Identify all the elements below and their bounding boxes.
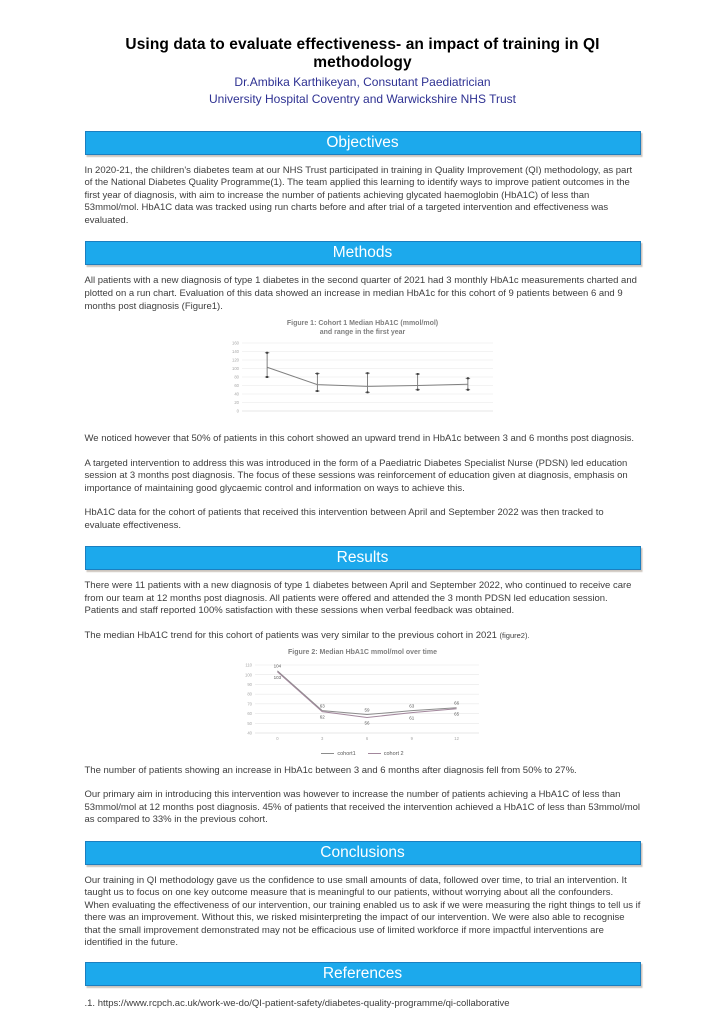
methods-paragraph-1: All patients with a new diagnosis of type 1 diabetes in the second quarter of 2021 had 3 monthly HbA1c measurements charted and plotted on a run chart. Evaluation of this data showed an increase in median HbA1c for this cohort of 9 patients between 6 and 9 months post diagnosis (Figure1).	[84, 275, 637, 312]
svg-text:70: 70	[246, 701, 252, 707]
svg-text:140: 140	[232, 349, 239, 355]
figure1	[85, 319, 641, 423]
methods-heading: Methods	[332, 244, 393, 262]
svg-text:20: 20	[234, 400, 239, 406]
svg-text:62: 62	[319, 714, 325, 720]
results-heading: Results	[336, 549, 389, 567]
svg-text:104: 104	[273, 663, 281, 669]
conclusions-heading: Conclusions	[320, 843, 405, 861]
svg-text:6: 6	[365, 735, 368, 741]
svg-text:50: 50	[246, 720, 252, 726]
svg-text:60: 60	[234, 383, 239, 389]
results-paragraph-3: The number of patients showing an increase in HbA1c between 3 and 6 months after diagnosis fell from 50% to 27%.	[84, 764, 577, 776]
svg-text:120: 120	[232, 357, 239, 363]
legend-item: cohort1	[321, 751, 355, 757]
svg-text:56: 56	[363, 720, 370, 726]
figure1-run-chart	[220, 338, 505, 423]
objectives-heading: Objectives	[326, 133, 399, 151]
conclusions-paragraph: Our training in QI methodology gave us the confidence to use small amounts of data, followed over time, to trial an intervention. It taught us to focus on one key outcome measure that is meaningful to our patients, without worrying about all the confounders. When evaluating the effectiveness of our intervention, our training enabled us to ask if we were measuring the right things to tell us if there was an improvement. Without this, we risked misinterpreting the impact of our intervention. We were also able to recognise that the small improvement demonstrated may not be efficacious use of limited workforce if more impactful interventions are identified in the future.	[84, 874, 641, 949]
svg-text:61: 61	[408, 715, 414, 721]
svg-text:59: 59	[363, 706, 370, 712]
svg-text:40: 40	[234, 391, 239, 397]
page-title: Using data to evaluate effectiveness- an impact of training in QI methodology	[125, 36, 600, 71]
svg-text:63: 63	[408, 703, 414, 709]
svg-text:100: 100	[232, 366, 239, 372]
svg-text:100: 100	[244, 671, 252, 677]
svg-text:0: 0	[236, 408, 239, 414]
svg-text:0: 0	[275, 735, 279, 741]
results-paragraph-4: Our primary aim in introducing this intervention was however to increase the number of patients achieving a HbA1C of less than 53mmol/mol at 12 months post diagnosis. 45% of patients that received the intervention achieved a HbA1C of less than 53mmol/mol as compared to 33% in the previous cohort.	[84, 789, 641, 826]
svg-text:60: 60	[246, 710, 252, 716]
svg-text:80: 80	[246, 691, 252, 697]
svg-text:3: 3	[320, 735, 323, 741]
references-heading: References	[322, 964, 403, 982]
svg-text:90: 90	[246, 681, 252, 687]
institution-line: University Hospital Coventry and Warwickshire NHS Trust	[209, 92, 516, 107]
figure2-legend	[85, 751, 641, 757]
svg-text:66: 66	[453, 700, 459, 706]
svg-text:103: 103	[273, 674, 281, 680]
figure2-line-chart	[229, 658, 497, 751]
figure2	[85, 648, 641, 757]
figure2-title: Figure 2: Median HbA1C mmol/mol over time	[288, 648, 437, 656]
section-banner-objectives	[85, 131, 641, 155]
legend-line-swatch	[321, 753, 334, 755]
methods-paragraph-3: A targeted intervention to address this was introduced in the form of a Paediatric Diabetes Specialist Nurse (PDSN) led education session at 3 months post diagnosis. The focus of these sessions was reinforcement of education given at diagnosis, emphasis on importance of maintaining good glycaemic control and information on ways to achieve this.	[84, 457, 628, 494]
section-banner-methods	[85, 241, 641, 265]
legend-line-swatch	[368, 753, 381, 755]
svg-text:9: 9	[410, 735, 413, 741]
svg-text:12: 12	[453, 735, 459, 741]
section-banner-conclusions	[85, 841, 641, 865]
svg-text:65: 65	[453, 711, 459, 717]
figure2-reference: (figure2).	[499, 631, 530, 640]
svg-text:40: 40	[246, 730, 252, 736]
svg-text:63: 63	[319, 703, 325, 709]
section-banner-references	[85, 962, 641, 986]
methods-paragraph-2: We noticed however that 50% of patients in this cohort showed an upward trend in HbA1c between 3 and 6 months post diagnosis.	[84, 433, 635, 445]
svg-text:110: 110	[244, 662, 252, 668]
reference-item: .1. https://www.rcpch.ac.uk/work-we-do/QI-patient-safety/diabetes-quality-programme/qi-collaborative	[84, 997, 510, 1009]
author-line: Dr.Ambika Karthikeyan, Consutant Paediatrician	[234, 75, 491, 89]
svg-text:160: 160	[232, 340, 239, 346]
svg-text:80: 80	[234, 374, 239, 380]
results-paragraph-1: There were 11 patients with a new diagnosis of type 1 diabetes between April and September 2022, who continued to receive care from our team at 12 months post diagnosis. All patients were offered and attended the 3 month PDSN led education session. Patients and staff reported 100% satisfaction with these sessions when verbal feedback was obtained.	[84, 580, 632, 617]
objectives-paragraph: In 2020-21, the children's diabetes team at our NHS Trust participated in training in Quality Improvement (QI) methodology, as part of the National Diabetes Quality Programme(1). The team applied this learning to identify ways to improve patient outcomes in the first year of diagnosis, with aim to increase the number of patients achieving glycated haemoglobin (HbA1C) of less than 53mmol/mol. HbA1C data was tracked using run charts before and after trial of a targeted intervention and effectiveness was evaluated.	[84, 164, 633, 226]
figure1-title: Figure 1: Cohort 1 Median HbA1C (mmol/mol) and range in the first year	[286, 320, 439, 337]
section-banner-results	[85, 546, 641, 570]
legend-item: cohort 2	[368, 751, 404, 757]
methods-paragraph-4: HbA1C data for the cohort of patients that received this intervention between April and September 2022 was then tracked to evaluate effectiveness.	[84, 507, 604, 531]
results-paragraph-2: The median HbA1C trend for this cohort of patients was very similar to the previous cohort in 2021 (figure2).	[84, 630, 530, 641]
